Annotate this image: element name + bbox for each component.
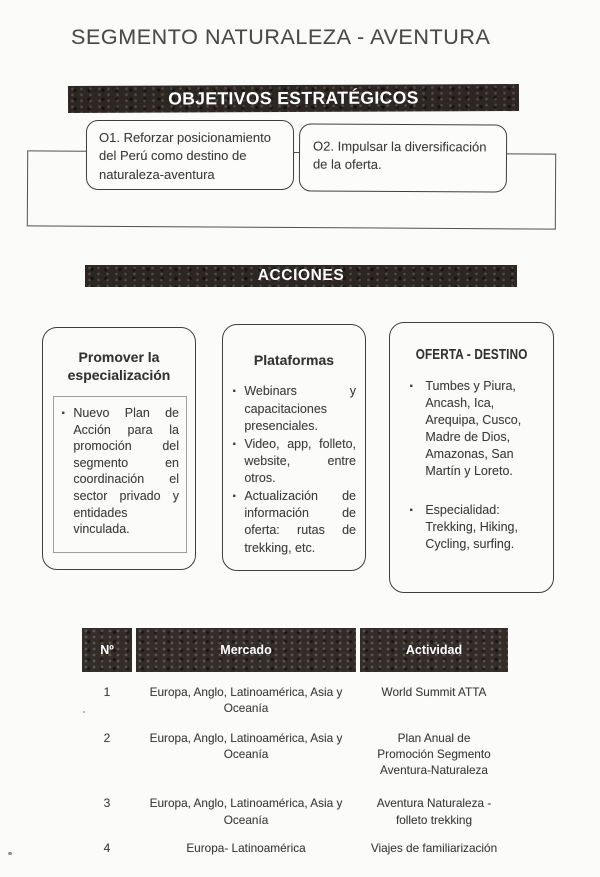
bullet-dot-icon — [409, 378, 414, 396]
objectives-banner-label: OBJETIVOS ESTRATÉGICOS — [168, 87, 419, 109]
cell-num: 3 — [103, 796, 111, 811]
objective-2-text: O2. Impulsar la diversificación de la oferta. — [312, 138, 487, 173]
cell-mercado: Europa, Anglo, Latinoamérica, Asia y Oceanía — [149, 796, 343, 827]
table-header-num: Nº — [82, 628, 132, 672]
card-inner-box — [53, 396, 187, 553]
bullet-dot-icon — [232, 488, 237, 506]
table-row — [82, 840, 508, 857]
objective-1-card — [86, 120, 294, 190]
card-title-oferta-destino: OFERTA - DESTINO — [415, 346, 528, 363]
bullet-text: Webinars y capacitaciones presenciales. — [244, 384, 356, 433]
bullet-item — [59, 405, 179, 538]
table-header-mercado: Mercado — [136, 628, 356, 672]
bullet-dot-icon — [61, 405, 66, 423]
actions-banner-label: ACCIONES — [257, 267, 345, 284]
cell-mercado: Europa, Anglo, Latinoamérica, Asia y Oceanía — [149, 730, 343, 761]
bullet-item — [230, 436, 356, 487]
table-row — [82, 684, 508, 717]
card-title-especializacion: Promover la especialización — [67, 349, 171, 384]
bullet-text: Tumbes y Piura, Ancash, Ica, Arequipa, Cusco, Madre de Dios, Amazonas, San Martín y Loreto. — [425, 378, 522, 479]
bullet-dot-icon — [232, 383, 237, 401]
card-title-plataformas: Plataformas — [253, 352, 335, 368]
table-row — [82, 730, 508, 779]
bullet-dot-icon — [409, 502, 414, 520]
scan-artifact-dot — [83, 711, 85, 713]
cell-actividad: Viajes de familiarización — [370, 840, 498, 855]
objective-2-card — [299, 123, 507, 192]
objectives-banner — [68, 84, 519, 113]
bullet-text: Actualización de información de oferta: rutas de trekking, etc. — [244, 489, 356, 555]
cell-num: 4 — [103, 840, 111, 855]
cell-mercado: Europa, Anglo, Latinoamérica, Asia y Oceanía — [149, 685, 343, 716]
objective-1-text: O1. Reforzar posicionamiento del Perú como destino de naturaleza-aventura — [99, 130, 271, 182]
bullet-item — [409, 378, 547, 481]
cell-actividad: Aventura Naturaleza - folleto trekking — [376, 796, 492, 827]
cell-actividad: Plan Anual de Promoción Segmento Aventura-Naturaleza — [377, 730, 491, 778]
bullet-dot-icon — [232, 436, 237, 454]
actions-banner — [85, 265, 517, 287]
table-row — [82, 795, 508, 828]
bullet-text: Especialidad: Trekking, Hiking, Cycling, surfing. — [425, 502, 518, 551]
table-body — [82, 684, 508, 856]
bullet-list — [230, 383, 356, 556]
action-card-oferta-destino — [389, 322, 554, 593]
bullet-text: Video, app, folleto, website, entre otros. — [244, 436, 356, 486]
bullet-text: Nuevo Plan de Acción para la promoción del segmento en coordinación el sector privado y entidades vinculada. — [73, 405, 179, 537]
bullet-item — [230, 383, 356, 434]
cell-actividad: World Summit ATTA — [381, 685, 487, 699]
cell-num: 2 — [103, 730, 111, 745]
cell-mercado: Europa- Latinoamérica — [186, 840, 306, 855]
bullet-item — [409, 502, 547, 553]
page-title: SEGMENTO NATURALEZA - AVENTURA — [71, 25, 491, 49]
bullet-list — [409, 378, 547, 553]
cell-num: 1 — [103, 685, 111, 699]
action-card-plataformas — [222, 324, 366, 571]
bullet-item — [230, 488, 356, 557]
table-header-row — [82, 628, 508, 672]
action-card-especializacion — [42, 327, 196, 570]
scan-artifact-dot — [8, 852, 12, 855]
table-header-actividad: Actividad — [360, 628, 508, 672]
